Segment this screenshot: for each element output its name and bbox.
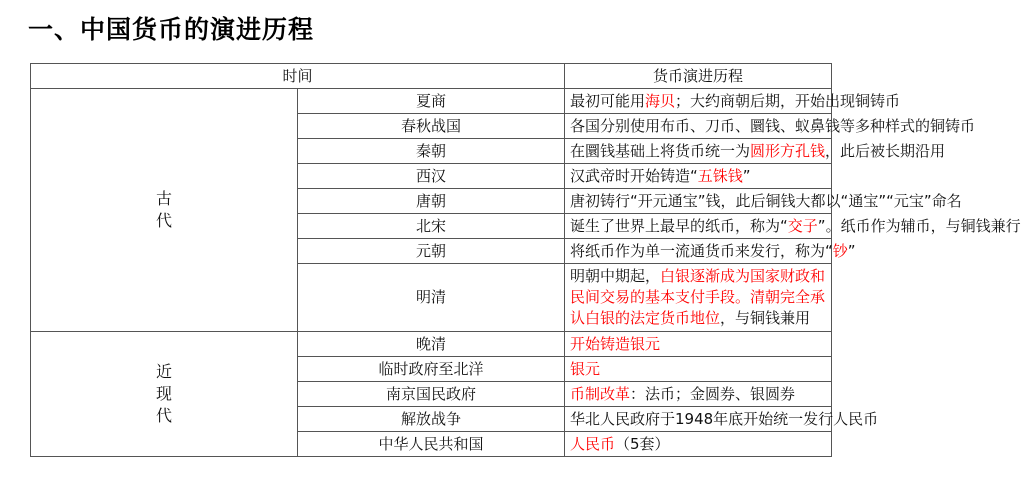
description-cell	[565, 89, 901, 114]
description-text: ：法币；金圆券、银圆券	[630, 384, 796, 403]
description-cell	[565, 382, 832, 407]
header-time: 时间	[31, 64, 565, 89]
description-text: ；大约商朝后期，开始出现铜铸币	[675, 91, 901, 110]
dynasty-cell: 晚清	[298, 332, 565, 357]
highlighted-text: 交子	[787, 216, 818, 235]
header-process: 货币演进历程	[565, 64, 832, 89]
era-char: 现	[155, 384, 172, 403]
highlighted-text: 币制改革	[570, 384, 631, 403]
dynasty-cell: 元朝	[298, 239, 565, 264]
description-text: （5套）	[615, 434, 670, 453]
table-row	[31, 332, 832, 357]
description-cell	[565, 239, 856, 264]
description-cell	[565, 164, 832, 189]
description-cell	[565, 264, 832, 332]
highlighted-text: 人民币	[570, 434, 616, 453]
description-text: 将纸币作为单一流通货币来发行，称为“	[570, 241, 833, 260]
description-text: ”。纸币作为辅币，与铜钱兼行	[817, 216, 1021, 235]
dynasty-cell: 解放战争	[298, 407, 565, 432]
description-text: 华北人民政府于1948年底开始统一发行人民币	[570, 409, 879, 428]
dynasty-cell: 春秋战国	[298, 114, 565, 139]
description-cell	[565, 332, 832, 357]
description-text: ”	[742, 166, 751, 185]
description-text: 诞生了世界上最早的纸币，称为“	[570, 216, 788, 235]
table-header-row	[31, 64, 832, 89]
description-cell	[565, 214, 1021, 239]
dynasty-cell: 夏商	[298, 89, 565, 114]
description-text: 各国分别使用布币、刀币、圜钱、蚁鼻钱等多种样式的铜铸币	[570, 116, 976, 135]
table-row	[31, 89, 832, 114]
highlighted-text: 开始铸造银元	[570, 334, 661, 353]
era-char: 代	[155, 406, 172, 425]
highlighted-text: 五铢钱	[697, 166, 743, 185]
description-text: 汉武帝时开始铸造“	[570, 166, 698, 185]
description-text: ，此后被长期沿用	[825, 141, 946, 160]
dynasty-cell: 唐朝	[298, 189, 565, 214]
dynasty-cell: 明清	[298, 264, 565, 332]
highlighted-text: 钞	[832, 241, 848, 260]
dynasty-cell: 北宋	[298, 214, 565, 239]
highlighted-text: 银元	[570, 359, 601, 378]
description-text: ”	[847, 241, 856, 260]
dynasty-cell: 西汉	[298, 164, 565, 189]
era-cell-ancient	[31, 89, 298, 332]
description-text: 明朝中期起，	[570, 267, 661, 285]
dynasty-cell: 秦朝	[298, 139, 565, 164]
currency-history-table	[30, 63, 1021, 457]
highlighted-text: 白银逐渐成为国家财政和民间交易的基本支付手段。清朝完全承认白银的法定货币地位	[570, 267, 826, 327]
description-cell	[565, 139, 946, 164]
era-cell-modern	[31, 332, 298, 457]
description-cell	[565, 432, 832, 457]
description-text: 在圜钱基础上将货币统一为	[570, 141, 751, 160]
dynasty-cell: 南京国民政府	[298, 382, 565, 407]
era-char: 代	[155, 211, 172, 230]
description-text: 最初可能用	[570, 91, 646, 110]
highlighted-text: 圆形方孔钱	[750, 141, 826, 160]
era-char: 古	[155, 189, 172, 208]
highlighted-text: 海贝	[645, 91, 676, 110]
dynasty-cell: 临时政府至北洋	[298, 357, 565, 382]
era-char: 近	[155, 362, 172, 381]
page-title: 一、中国货币的演进历程	[28, 15, 315, 44]
description-cell	[565, 189, 962, 214]
description-cell	[565, 407, 879, 432]
description-text: 唐初铸行“开元通宝”钱，此后铜钱大都以“通宝”“元宝”命名	[570, 191, 962, 210]
dynasty-cell: 中华人民共和国	[298, 432, 565, 457]
description-text: ，与铜钱兼用	[720, 309, 811, 327]
description-cell	[565, 114, 976, 139]
description-cell	[565, 357, 832, 382]
